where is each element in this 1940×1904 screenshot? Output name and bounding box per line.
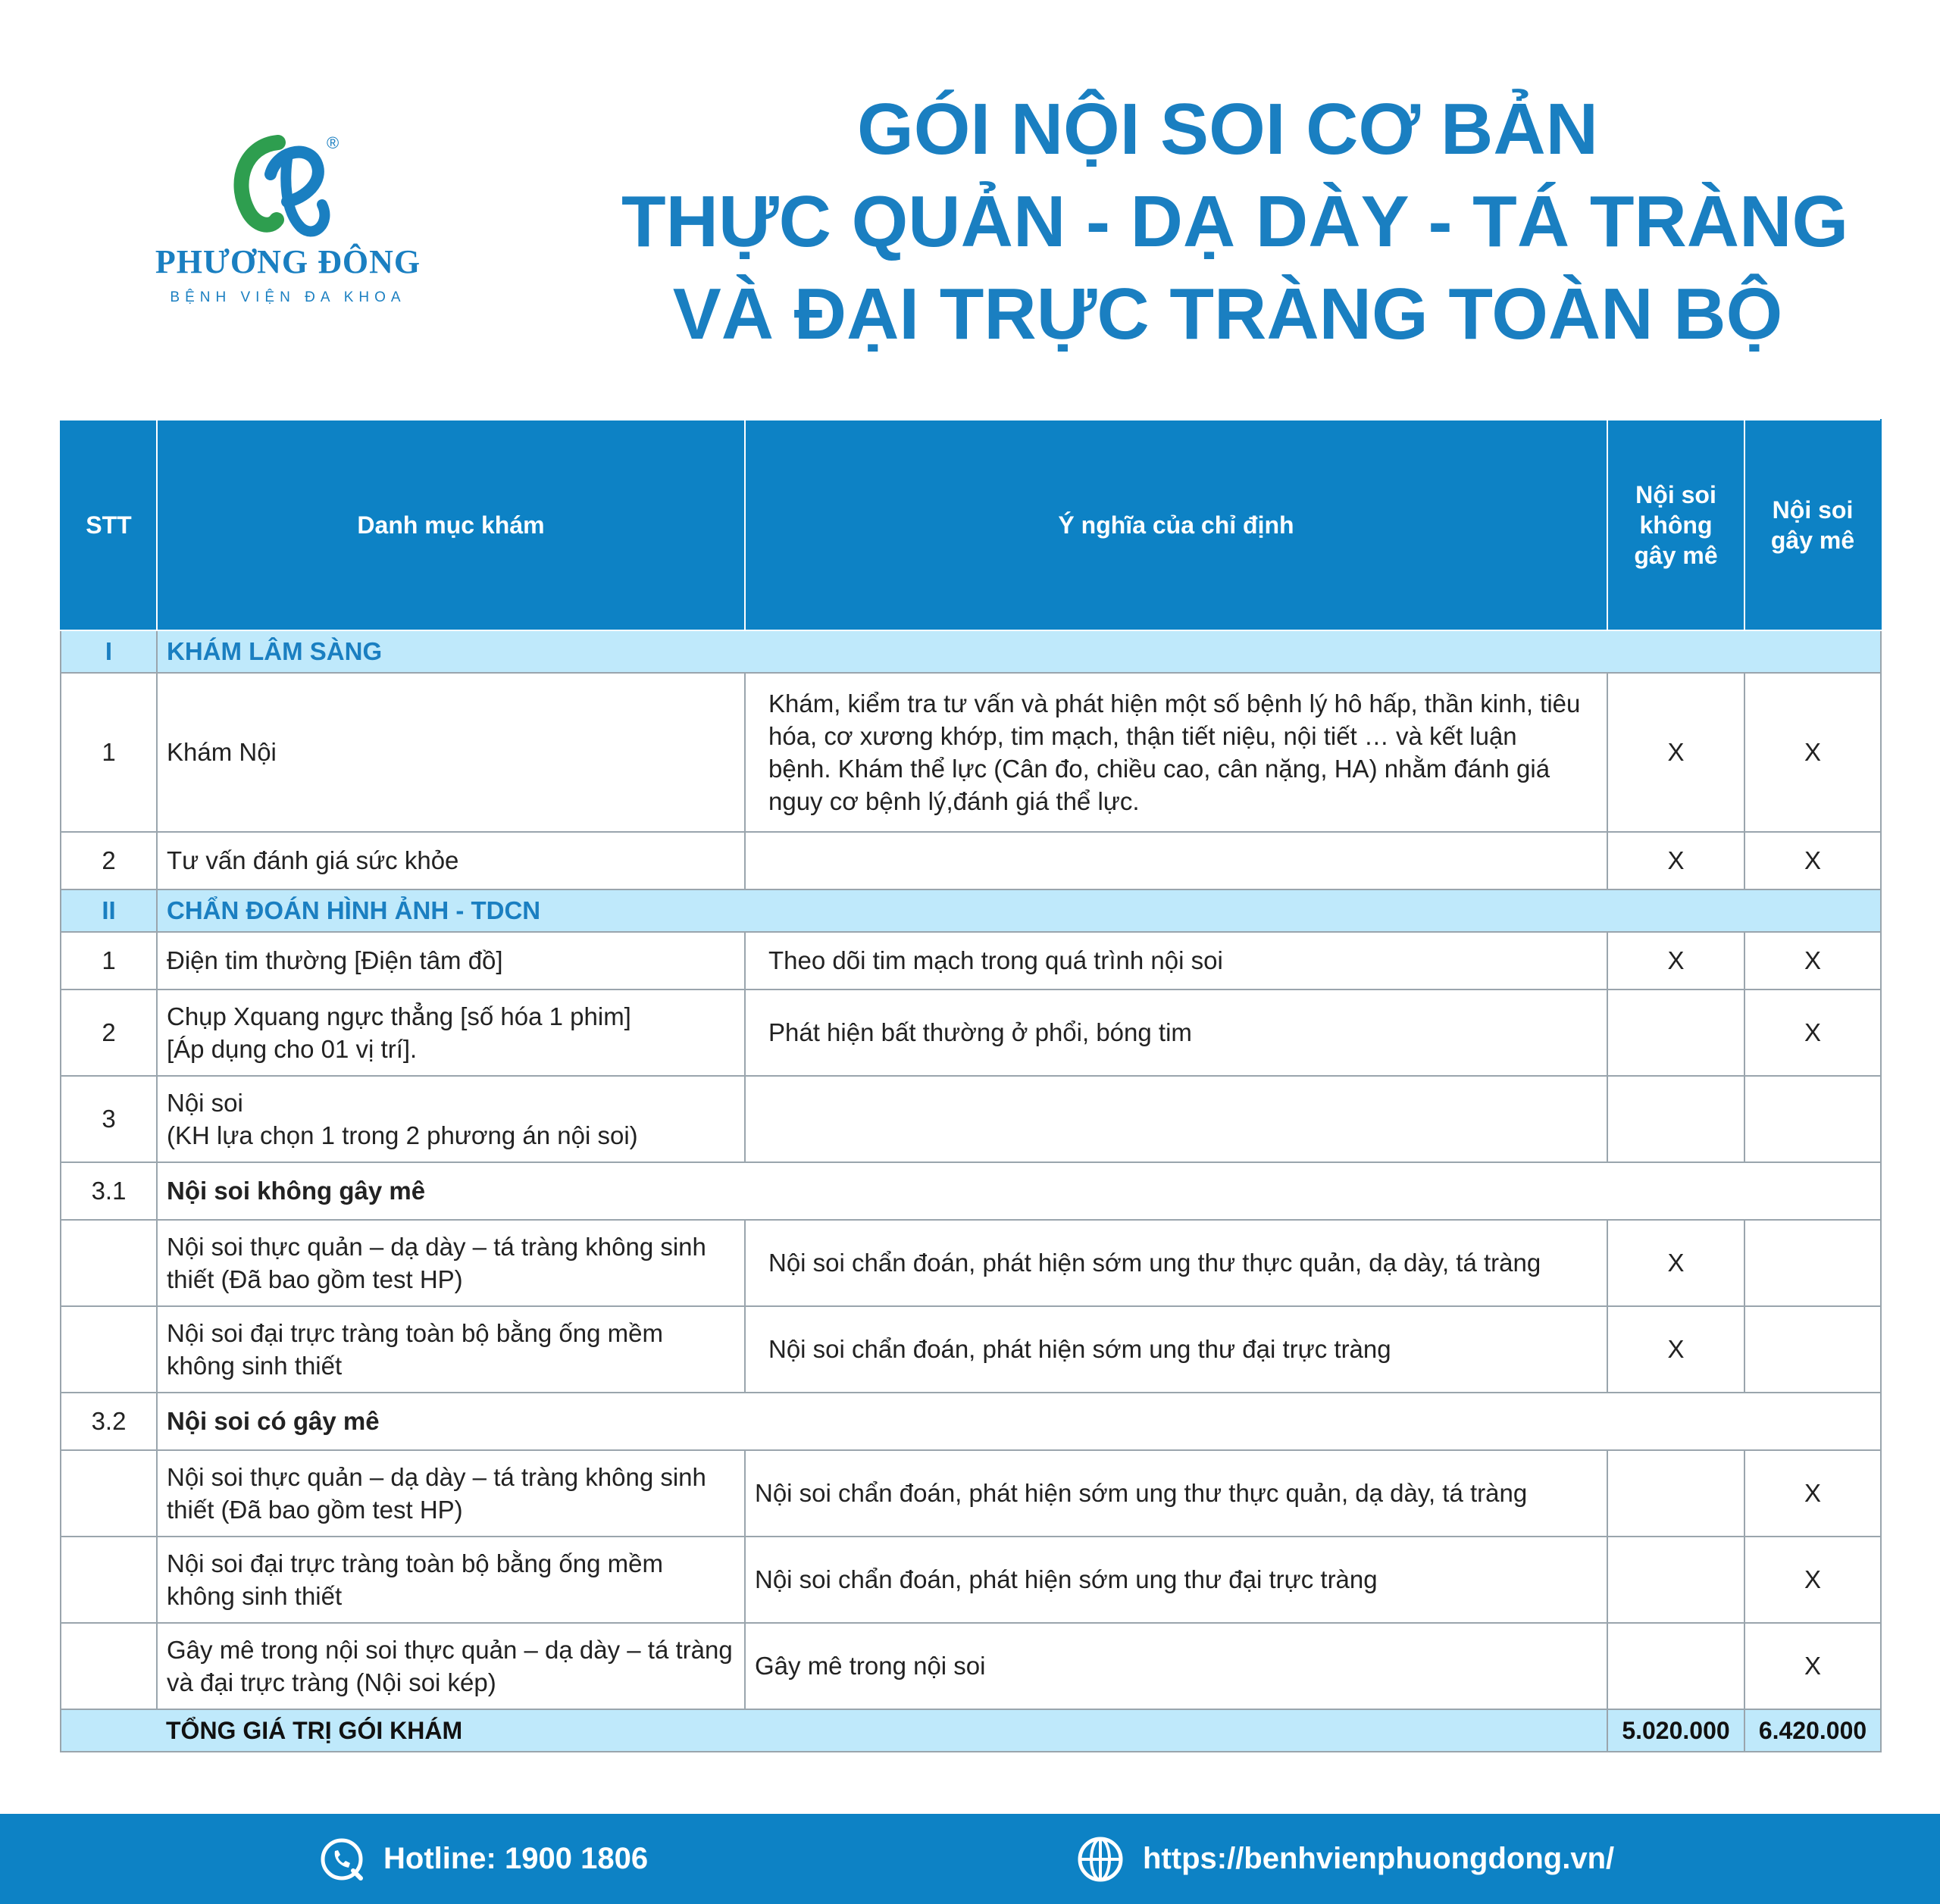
row-stt [61, 1537, 157, 1623]
title-line-1: GÓI NỘI SOI CƠ BẢN [857, 89, 1598, 170]
row-stt [61, 1450, 157, 1537]
mark-anesthesia: X [1744, 990, 1881, 1076]
row-meaning [745, 1076, 1607, 1162]
section-label: KHÁM LÂM SÀNG [157, 630, 1881, 673]
row-stt: 1 [61, 673, 157, 832]
row-meaning: Nội soi chẩn đoán, phát hiện sớm ung thư thực quản, dạ dày, tá tràng [745, 1450, 1607, 1537]
section-number: I [61, 630, 157, 673]
total-label: TỔNG GIÁ TRỊ GÓI KHÁM [157, 1709, 1607, 1752]
mark-no-anesthesia: X [1607, 1220, 1744, 1306]
title-line-2: THỰC QUẢN - DẠ DÀY - TÁ TRÀNG [621, 181, 1849, 262]
row-meaning: Phát hiện bất thường ở phổi, bóng tim [745, 990, 1607, 1076]
header-no-anesthesia: Nội soi không gây mê [1607, 420, 1744, 630]
mark-anesthesia: X [1744, 1537, 1881, 1623]
row-item: Khám Nội [157, 673, 745, 832]
row-stt: 2 [61, 990, 157, 1076]
logo-brand-name: PHƯƠNG ĐÔNG [155, 243, 421, 280]
website-text: https://benhvienphuongdong.vn/ [1143, 1842, 1615, 1875]
hotline[interactable] [318, 1814, 648, 1904]
mark-no-anesthesia: X [1607, 832, 1744, 889]
table-row [61, 832, 1881, 889]
mark-anesthesia [1744, 1220, 1881, 1306]
footer-bar [0, 1814, 1940, 1904]
package-table [60, 419, 1882, 1752]
mark-no-anesthesia [1607, 1450, 1744, 1537]
table-row [61, 673, 1881, 832]
globe-icon [1076, 1835, 1125, 1884]
row-item: Nội soi (KH lựa chọn 1 trong 2 phương án nội soi) [157, 1076, 745, 1162]
hospital-logo [144, 129, 432, 311]
total-anesthesia: 6.420.000 [1744, 1709, 1881, 1752]
mark-anesthesia: X [1744, 1450, 1881, 1537]
mark-anesthesia: X [1744, 832, 1881, 889]
row-stt [61, 1306, 157, 1393]
row-meaning: Khám, kiểm tra tư vấn và phát hiện một số bệnh lý hô hấp, thần kinh, tiêu hóa, cơ xương khớp, tim mạch, thận tiết niệu, nội tiết … và kết luận bệnh. Khám thể lực (Cân đo, chiều cao, cân nặng, HA) nhằm đánh giá nguy cơ bệnh lý,đánh giá thể lực. [745, 673, 1607, 832]
header-stt: STT [61, 420, 157, 630]
subsection-row-no-anesthesia [61, 1162, 1881, 1220]
row-stt: 3 [61, 1076, 157, 1162]
section-label: CHẨN ĐOÁN HÌNH ẢNH - TDCN [157, 889, 1881, 932]
row-stt [61, 1220, 157, 1306]
row-item: Tư vấn đánh giá sức khỏe [157, 832, 745, 889]
mark-no-anesthesia: X [1607, 932, 1744, 990]
page-title [621, 83, 1849, 361]
row-stt: 3.2 [61, 1393, 157, 1450]
row-item: Nội soi thực quản – dạ dày – tá tràng không sinh thiết (Đã bao gồm test HP) [157, 1450, 745, 1537]
mark-anesthesia: X [1744, 1623, 1881, 1709]
mark-no-anesthesia [1607, 1076, 1744, 1162]
row-item: Nội soi thực quản – dạ dày – tá tràng không sinh thiết (Đã bao gồm test HP) [157, 1220, 745, 1306]
row-item: Nội soi đại trực tràng toàn bộ bằng ống mềm không sinh thiết [157, 1537, 745, 1623]
table-row [61, 1537, 1881, 1623]
total-no-anesthesia: 5.020.000 [1607, 1709, 1744, 1752]
mark-no-anesthesia [1607, 1623, 1744, 1709]
row-stt [61, 1623, 157, 1709]
section-row-imaging [61, 889, 1881, 932]
mark-anesthesia: X [1744, 932, 1881, 990]
table-row [61, 1623, 1881, 1709]
section-row-clinical [61, 630, 1881, 673]
table-row [61, 990, 1881, 1076]
mark-anesthesia [1744, 1306, 1881, 1393]
mark-no-anesthesia: X [1607, 673, 1744, 832]
subsection-row-anesthesia [61, 1393, 1881, 1450]
table-row [61, 932, 1881, 990]
section-number: II [61, 889, 157, 932]
mark-anesthesia: X [1744, 673, 1881, 832]
table-row [61, 1076, 1881, 1162]
row-stt: 3.1 [61, 1162, 157, 1220]
logo-mark-icon [231, 129, 345, 242]
row-item: Chụp Xquang ngực thẳng [số hóa 1 phim] [Áp dụng cho 01 vị trí]. [157, 990, 745, 1076]
row-meaning: Gây mê trong nội soi [745, 1623, 1607, 1709]
table-row [61, 1220, 1881, 1306]
header-meaning: Ý nghĩa của chỉ định [745, 420, 1607, 630]
svg-text:®: ® [327, 133, 340, 152]
table-row [61, 1450, 1881, 1537]
mark-anesthesia [1744, 1076, 1881, 1162]
row-stt: 2 [61, 832, 157, 889]
row-stt: 1 [61, 932, 157, 990]
row-meaning: Nội soi chẩn đoán, phát hiện sớm ung thư đại trực tràng [745, 1306, 1607, 1393]
hotline-text: Hotline: 1900 1806 [383, 1842, 649, 1875]
title-line-3: VÀ ĐẠI TRỰC TRÀNG TOÀN BỘ [672, 274, 1783, 355]
logo-subtitle: BỆNH VIỆN ĐA KHOA [170, 289, 406, 305]
website-link[interactable] [1076, 1814, 1614, 1904]
table-row [61, 1306, 1881, 1393]
mark-no-anesthesia [1607, 990, 1744, 1076]
subsection-label: Nội soi không gây mê [157, 1162, 1881, 1220]
total-row [61, 1709, 1881, 1752]
table-header-row [61, 420, 1881, 630]
row-item: Gây mê trong nội soi thực quản – dạ dày – tá tràng và đại trực tràng (Nội soi kép) [157, 1623, 745, 1709]
row-item: Điện tim thường [Điện tâm đồ] [157, 932, 745, 990]
mark-no-anesthesia: X [1607, 1306, 1744, 1393]
header-anesthesia: Nội soi gây mê [1744, 420, 1881, 630]
row-meaning: Theo dõi tim mạch trong quá trình nội soi [745, 932, 1607, 990]
subsection-label: Nội soi có gây mê [157, 1393, 1881, 1450]
row-meaning: Nội soi chẩn đoán, phát hiện sớm ung thư thực quản, dạ dày, tá tràng [745, 1220, 1607, 1306]
row-item: Nội soi đại trực tràng toàn bộ bằng ống mềm không sinh thiết [157, 1306, 745, 1393]
mark-no-anesthesia [1607, 1537, 1744, 1623]
row-meaning [745, 832, 1607, 889]
phone-icon [318, 1836, 365, 1883]
header-item: Danh mục khám [157, 420, 745, 630]
row-meaning: Nội soi chẩn đoán, phát hiện sớm ung thư đại trực tràng [745, 1537, 1607, 1623]
